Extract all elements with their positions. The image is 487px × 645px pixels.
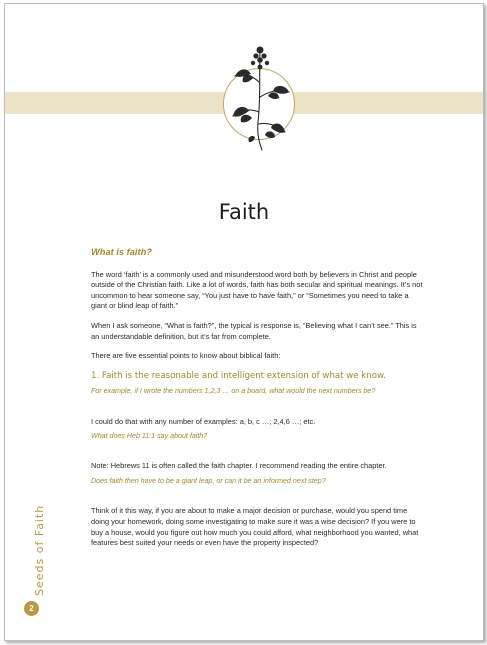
point-heading-1: 1. Faith is the reasonable and intelligent extension of what we know. (91, 370, 386, 381)
sidebar-book-title: Seeds of Faith (33, 504, 46, 596)
paragraph-analogy: Think of it this way, if you are about to make a major decision or purchase, would you spend time doing your homework, doing some investigating to make sure it was a wise decision? If you were to buy a house, would you figure out how much you could afford, what neighborhood you wanted, what features best suited your needs or even have the property inspected? (91, 506, 419, 548)
body-content (91, 247, 425, 558)
paragraph-intro: The word ‘faith’ is a commonly used and misunderstood word both by believers in Christ and people outside of the Christian faith. Like a lot of words, faith has both secular and spiritual meanings. It’s not uncommon to hear someone say, “You just have to have faith,” or “Sometimes you need to take a giant or blind leap of faith.” (91, 269, 423, 311)
botanical-plant-icon (215, 42, 305, 152)
example-question-2: What does Heb 11:1 say about faith? (91, 431, 208, 440)
paragraph-note: Note: Hebrews 11 is often called the faith chapter. I recommend reading the entire chapter. (91, 461, 387, 471)
paragraph-examples: I could do that with any number of examples: a, b, c …; 2,4,6 …; etc. (91, 416, 316, 426)
page-number-badge: 2 (24, 601, 39, 616)
paragraph-definition: When I ask someone, “What is faith?”, the typical is response is, “Believing what I can’t see.” This is an understandable definition, but it’s far from complete. (91, 320, 417, 341)
page-title: Faith (218, 200, 270, 224)
section-heading: What is faith? (91, 247, 152, 257)
example-question-3: Does faith then have to be a giant leap, or can it be an informed next step? (91, 476, 326, 485)
document-page (4, 3, 484, 641)
paragraph-points-intro: There are five essential points to know about biblical faith: (91, 351, 281, 361)
example-question-1: For example, if I wrote the numbers 1,2,3 … on a board, what would the next numbers be? (91, 387, 376, 396)
